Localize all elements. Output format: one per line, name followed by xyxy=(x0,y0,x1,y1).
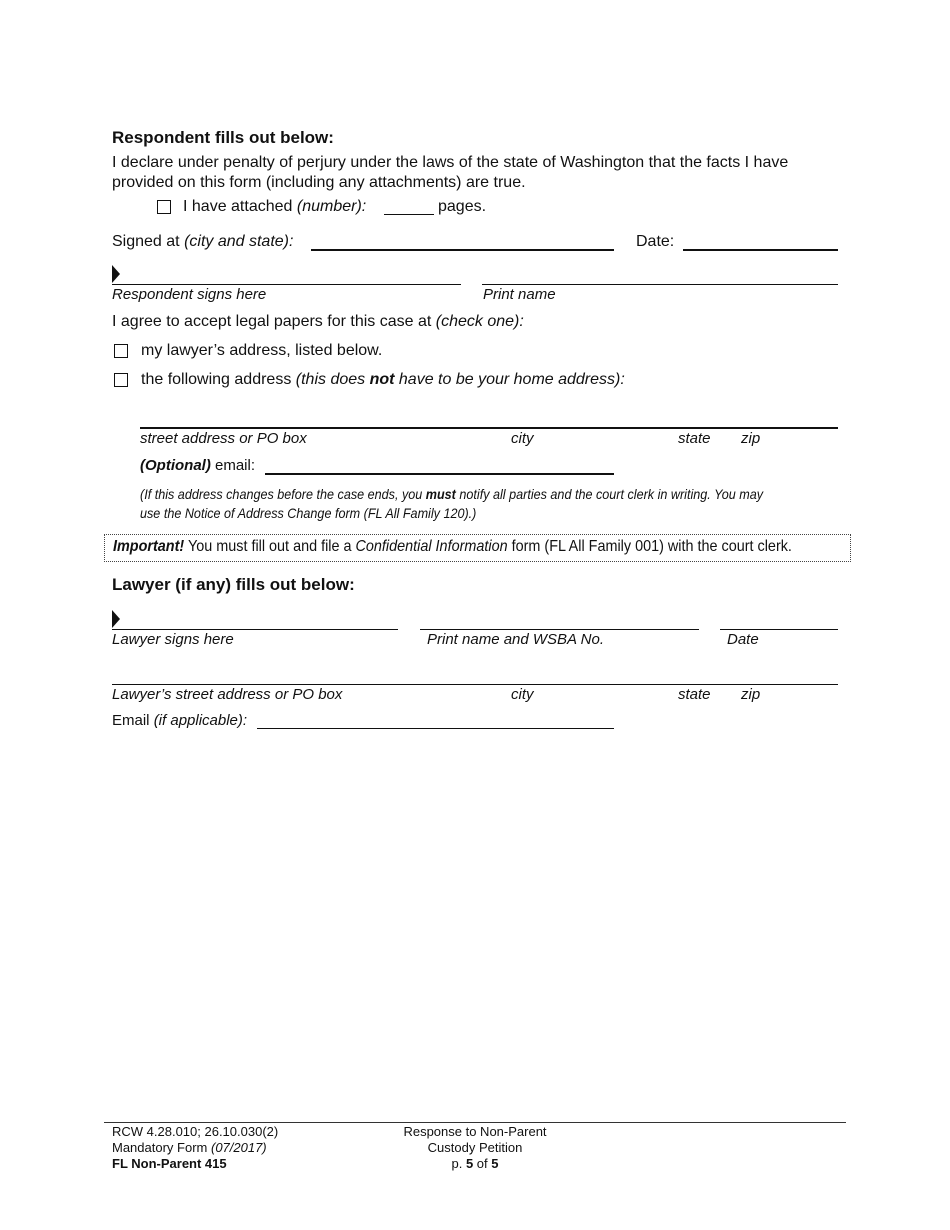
respondent-print-name-label: Print name xyxy=(483,286,556,303)
agree-label xyxy=(112,313,524,331)
declaration-line-2: provided on this form (including any attachments) are true. xyxy=(112,174,526,191)
footer-mandatory-text: Mandatory Form xyxy=(112,1140,211,1155)
lawyer-print-name-field[interactable] xyxy=(420,629,699,630)
optional-label: (Optional) xyxy=(140,457,211,474)
page-prefix: p. xyxy=(451,1156,466,1171)
change-note-b: notify all parties and the court clerk in writing. You may xyxy=(455,486,764,502)
lawyer-print-name-label: Print name and WSBA No. xyxy=(427,631,605,648)
address-state-label: state xyxy=(678,430,711,447)
agree-text: I agree to accept legal papers for this case at xyxy=(112,313,436,330)
footer-mandatory xyxy=(112,1140,267,1155)
lawyer-email-label xyxy=(112,712,247,729)
attached-pages-field[interactable] xyxy=(384,214,434,215)
respondent-heading: Respondent fills out below: xyxy=(112,128,334,147)
declaration-line-1: I declare under penalty of perjury under the laws of the state of Washington that the facts I have xyxy=(112,154,789,171)
following-address-hint-not: not xyxy=(369,371,395,388)
attached-prefix: I have attached xyxy=(183,198,297,215)
sign-here-arrow-icon xyxy=(112,265,120,283)
respondent-signs-here-label: Respondent signs here xyxy=(112,286,267,303)
change-note-must: must xyxy=(425,486,456,502)
lawyer-email-field[interactable] xyxy=(257,728,614,729)
following-address-checkbox[interactable] xyxy=(114,373,128,387)
footer-page-number xyxy=(375,1156,575,1171)
important-text-a: You must fill out and file a xyxy=(184,538,356,555)
lawyer-signature-field[interactable] xyxy=(112,629,398,630)
lawyer-state-label: state xyxy=(678,686,711,703)
date-field[interactable] xyxy=(683,249,838,251)
lawyer-email-text: Email xyxy=(112,712,154,729)
attached-pages-checkbox[interactable] xyxy=(157,200,171,214)
footer-rcw: RCW 4.28.010; 26.10.030(2) xyxy=(112,1124,279,1139)
page-of: of xyxy=(473,1156,492,1171)
signed-at-text: Signed at xyxy=(112,233,185,250)
important-notice-text xyxy=(113,538,792,556)
lawyer-address-checkbox[interactable] xyxy=(114,344,128,358)
following-address-hint-b: have to be your home address): xyxy=(394,371,625,388)
lawyer-zip-label: zip xyxy=(741,686,761,703)
footer-rule xyxy=(104,1122,846,1123)
lawyer-email-hint: (if applicable): xyxy=(153,712,248,729)
address-street-label: street address or PO box xyxy=(140,430,307,447)
footer-mandatory-date: (07/2017) xyxy=(210,1140,267,1155)
respondent-print-name-field[interactable] xyxy=(482,284,838,285)
change-note-a: (If this address changes before the case ends, you xyxy=(140,486,426,502)
agree-hint: (check one): xyxy=(435,313,524,330)
respondent-signature-field[interactable] xyxy=(112,284,461,285)
page-total: 5 xyxy=(491,1156,499,1171)
attached-pages-suffix: pages. xyxy=(438,198,487,215)
optional-email-field[interactable] xyxy=(265,473,614,475)
address-city-label: city xyxy=(511,430,534,447)
address-change-note-line-1 xyxy=(140,486,763,502)
lawyer-street-label: Lawyer’s street address or PO box xyxy=(112,686,343,703)
lawyer-date-field[interactable] xyxy=(720,629,838,630)
page-current: 5 xyxy=(465,1156,474,1171)
following-address-option-label xyxy=(141,371,625,389)
following-address-text: the following address xyxy=(141,371,296,388)
attached-pages-label xyxy=(183,198,366,216)
signed-at-field[interactable] xyxy=(311,249,614,251)
important-text-italic: Confidential Information xyxy=(355,538,508,555)
footer-form-id: FL Non-Parent 415 xyxy=(112,1156,227,1171)
following-address-hint-a: (this does xyxy=(295,371,370,388)
address-zip-label: zip xyxy=(741,430,761,447)
signed-at-label xyxy=(112,233,293,251)
respondent-address-field[interactable] xyxy=(140,427,838,429)
optional-email-label xyxy=(140,457,255,474)
lawyer-heading: Lawyer (if any) fills out below: xyxy=(112,575,355,594)
footer-title-line-2: Custody Petition xyxy=(427,1140,523,1155)
date-label: Date: xyxy=(636,233,675,250)
footer-title-line-1: Response to Non-Parent xyxy=(403,1124,547,1139)
email-label: email: xyxy=(210,457,256,474)
lawyer-address-option-label: my lawyer’s address, listed below. xyxy=(141,342,383,359)
lawyer-sign-here-arrow-icon xyxy=(112,610,120,628)
important-text-b: form (FL All Family 001) with the court clerk. xyxy=(507,538,792,555)
lawyer-address-field[interactable] xyxy=(112,684,838,685)
signed-at-hint: (city and state): xyxy=(184,233,294,250)
lawyer-signs-here-label: Lawyer signs here xyxy=(112,631,234,648)
important-label: Important! xyxy=(113,538,185,555)
address-change-note-line-2: use the Notice of Address Change form (FL All Family 120).) xyxy=(140,505,477,521)
lawyer-city-label: city xyxy=(511,686,534,703)
attached-number-hint: (number): xyxy=(296,198,367,215)
lawyer-date-label: Date xyxy=(727,631,759,648)
